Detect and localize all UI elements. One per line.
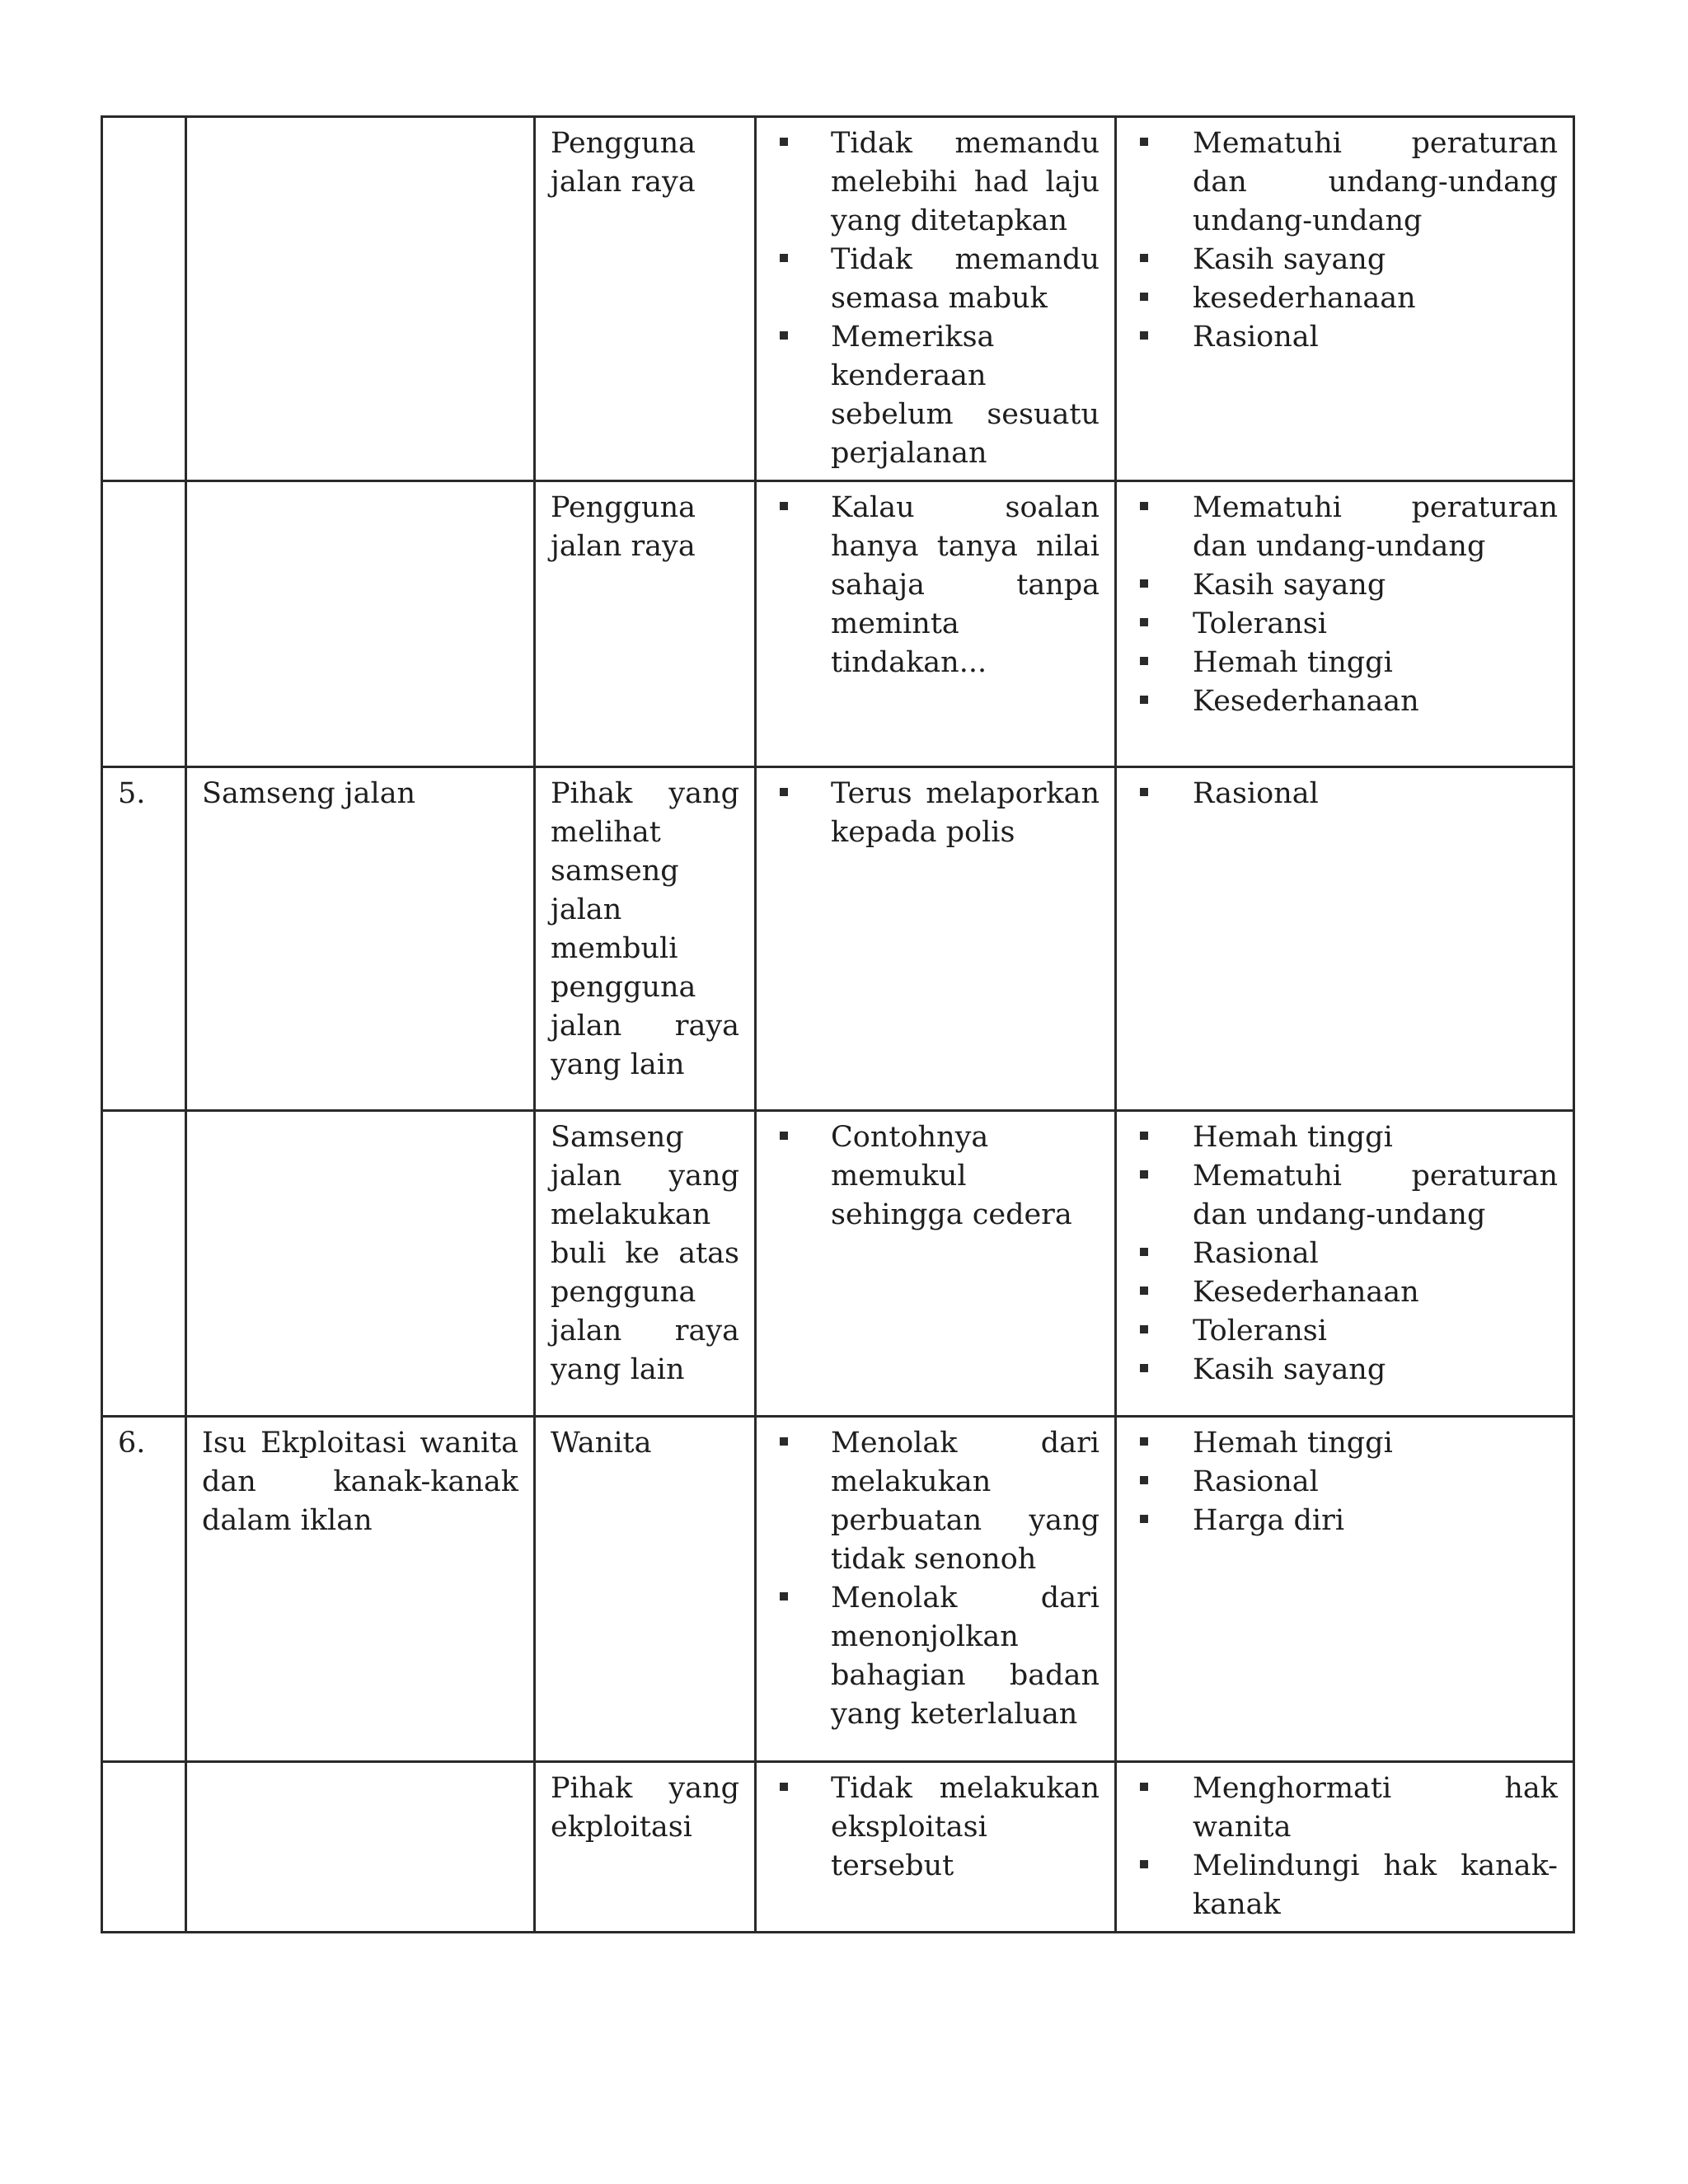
list-item: Mematuhi peraturan dan undang-undang: [1132, 1157, 1558, 1235]
bullet-icon: [1140, 1476, 1148, 1484]
list-item: Toleransi: [1132, 1312, 1558, 1351]
list-item: Tidak memandu melebihi had laju yang ditetapkan: [771, 124, 1100, 241]
list-item: Rasional: [1132, 1235, 1558, 1273]
bullet-icon: [1140, 293, 1148, 301]
bullet-icon: [1140, 1783, 1148, 1791]
bullet-icon: [1140, 657, 1148, 665]
action-cell: [756, 117, 1116, 481]
bullet-icon: [780, 254, 788, 262]
bullet-icon: [780, 1592, 788, 1601]
bullet-icon: [1140, 1515, 1148, 1523]
party-cell: Pihak yang ekploitasi: [535, 1762, 756, 1933]
list-item: Menghormati hak wanita: [1132, 1769, 1558, 1847]
table-row: [102, 1417, 1574, 1762]
list-item: Mematuhi peraturan dan undang-undang: [1132, 489, 1558, 566]
number-cell: [102, 481, 186, 767]
bullet-icon: [780, 1132, 788, 1140]
list-item: Hemah tinggi: [1132, 644, 1558, 682]
party-cell: Pengguna jalan raya: [535, 481, 756, 767]
bullet-icon: [1140, 1437, 1148, 1446]
bullet-icon: [780, 1783, 788, 1791]
bullet-icon: [1140, 502, 1148, 510]
list-item: Tidak memandu semasa mabuk: [771, 241, 1100, 318]
issue-cell: Isu Ekploitasi wanita dan kanak-kanak dalam iklan: [186, 1417, 535, 1762]
list-item: Kesederhanaan: [1132, 1273, 1558, 1312]
bullet-icon: [1140, 1132, 1148, 1140]
list-item: Rasional: [1132, 775, 1558, 813]
values-table: [101, 115, 1575, 1933]
number-cell: [102, 1111, 186, 1417]
list-item: Tidak melakukan eksploitasi tersebut: [771, 1769, 1100, 1886]
list-item: Kasih sayang: [1132, 1351, 1558, 1390]
party-cell: Wanita: [535, 1417, 756, 1762]
table-row: [102, 481, 1574, 767]
list-item: kesederhanaan: [1132, 279, 1558, 318]
bullet-icon: [1140, 1286, 1148, 1295]
number-cell: 5.: [102, 767, 186, 1111]
issue-cell: [186, 117, 535, 481]
bullet-icon: [1140, 331, 1148, 340]
issue-cell: [186, 1762, 535, 1933]
list-item: Menolak dari menonjolkan bahagian badan yang keterlaluan: [771, 1579, 1100, 1734]
list-item: Hemah tinggi: [1132, 1118, 1558, 1157]
action-cell: [756, 1762, 1116, 1933]
bullet-icon: [1140, 1364, 1148, 1372]
bullet-icon: [1140, 579, 1148, 588]
bullet-icon: [780, 331, 788, 340]
bullet-icon: [780, 788, 788, 796]
number-cell: [102, 1762, 186, 1933]
list-item: Harga diri: [1132, 1502, 1558, 1540]
list-item: Memeriksa kenderaan sebelum sesuatu perjalanan: [771, 318, 1100, 473]
value-cell: [1116, 1111, 1574, 1417]
list-item: Menolak dari melakukan perbuatan yang tidak senonoh: [771, 1424, 1100, 1579]
party-cell: Samseng jalan yang melakukan buli ke atas pengguna jalan raya yang lain: [535, 1111, 756, 1417]
action-cell: [756, 481, 1116, 767]
table-row: [102, 117, 1574, 481]
party-cell: Pihak yang melihat samseng jalan membuli pengguna jalan raya yang lain: [535, 767, 756, 1111]
list-item: Hemah tinggi: [1132, 1424, 1558, 1463]
list-item: Contohnya memukul sehingga cedera: [771, 1118, 1100, 1235]
bullet-icon: [780, 138, 788, 146]
value-cell: [1116, 767, 1574, 1111]
table-row: [102, 1762, 1574, 1933]
bullet-icon: [1140, 1325, 1148, 1333]
list-item: Kesederhanaan: [1132, 682, 1558, 721]
bullet-icon: [780, 1437, 788, 1446]
party-cell: Pengguna jalan raya: [535, 117, 756, 481]
table-row: [102, 1111, 1574, 1417]
bullet-icon: [1140, 138, 1148, 146]
bullet-icon: [1140, 696, 1148, 704]
number-cell: 6.: [102, 1417, 186, 1762]
list-item: Kasih sayang: [1132, 241, 1558, 279]
bullet-icon: [1140, 1248, 1148, 1256]
action-cell: [756, 1111, 1116, 1417]
list-item: Toleransi: [1132, 605, 1558, 644]
table-row: [102, 767, 1574, 1111]
action-cell: [756, 767, 1116, 1111]
bullet-icon: [780, 502, 788, 510]
list-item: Melindungi hak kanak-kanak: [1132, 1847, 1558, 1924]
action-cell: [756, 1417, 1116, 1762]
list-item: Mematuhi peraturan dan undang-undang undang-undang: [1132, 124, 1558, 241]
number-cell: [102, 117, 186, 481]
value-cell: [1116, 1762, 1574, 1933]
bullet-icon: [1140, 618, 1148, 626]
bullet-icon: [1140, 1860, 1148, 1868]
issue-cell: Samseng jalan: [186, 767, 535, 1111]
bullet-icon: [1140, 1170, 1148, 1179]
list-item: Kasih sayang: [1132, 566, 1558, 605]
list-item: Terus melaporkan kepada polis: [771, 775, 1100, 852]
issue-cell: [186, 1111, 535, 1417]
list-item: Rasional: [1132, 318, 1558, 357]
issue-cell: [186, 481, 535, 767]
bullet-icon: [1140, 254, 1148, 262]
value-cell: [1116, 481, 1574, 767]
list-item: Kalau soalan hanya tanya nilai sahaja tanpa meminta tindakan...: [771, 489, 1100, 682]
value-cell: [1116, 117, 1574, 481]
value-cell: [1116, 1417, 1574, 1762]
list-item: Rasional: [1132, 1463, 1558, 1502]
bullet-icon: [1140, 788, 1148, 796]
